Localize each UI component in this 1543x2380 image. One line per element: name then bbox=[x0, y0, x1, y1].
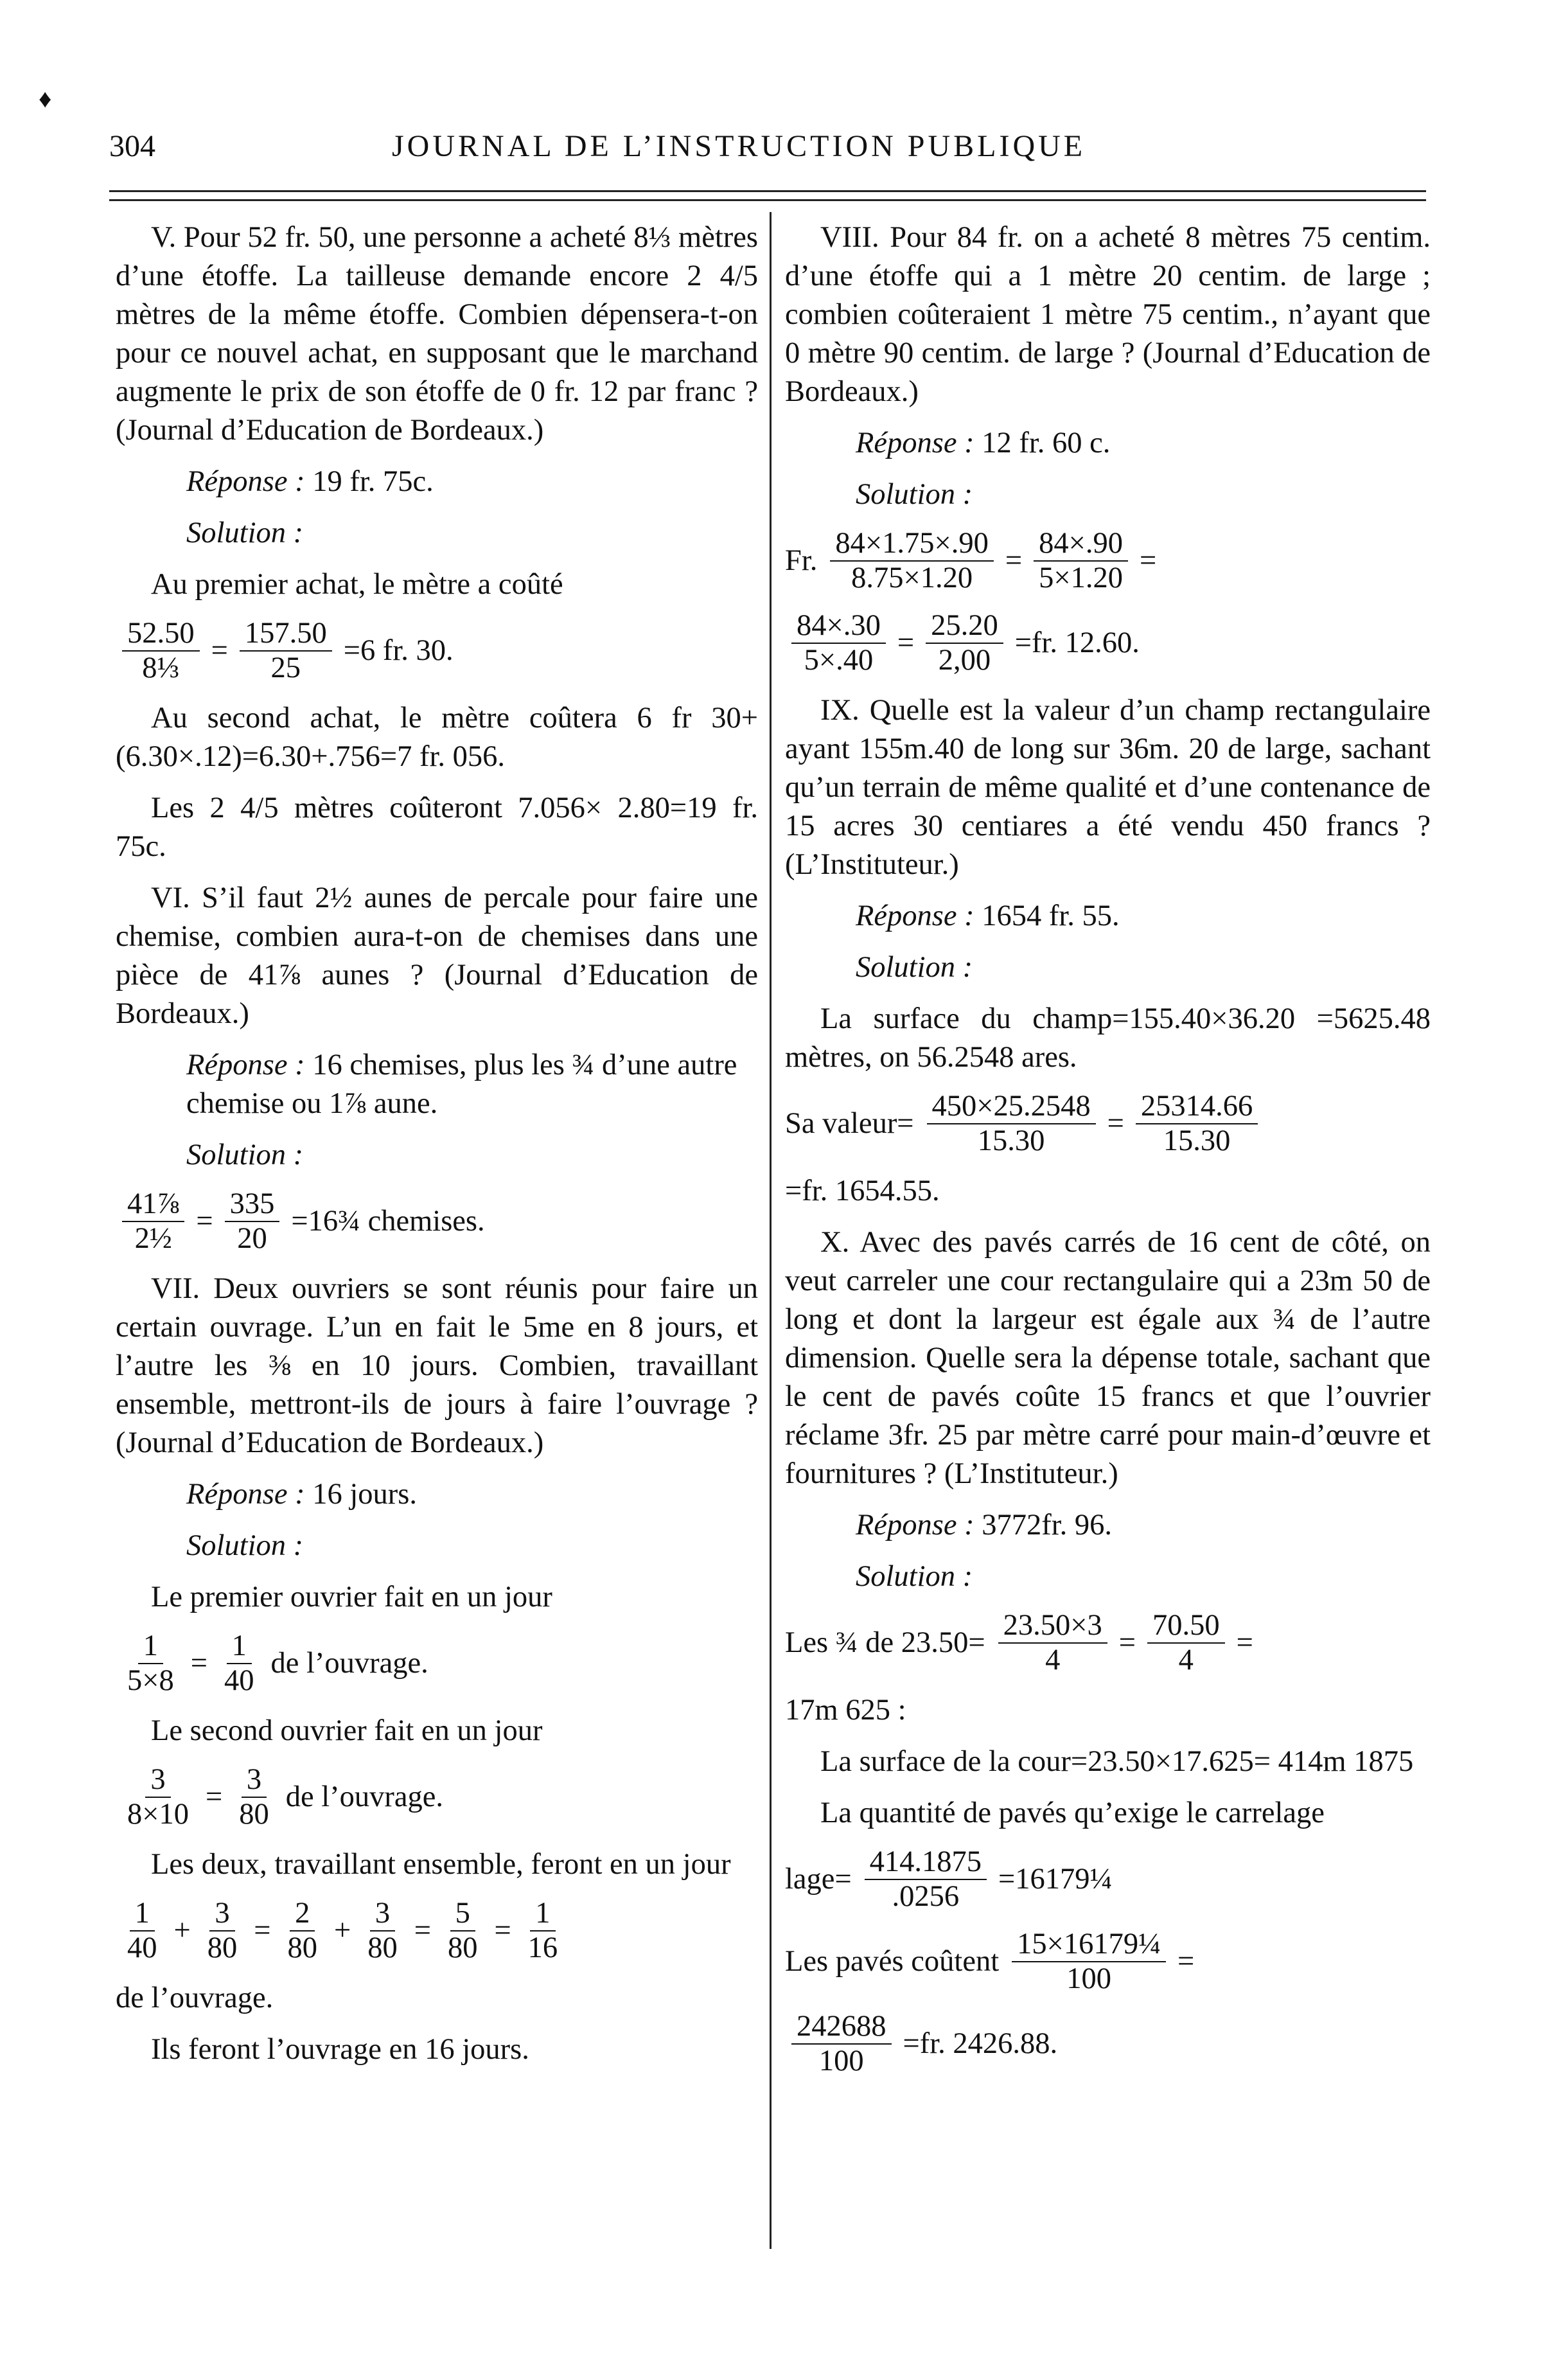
result: =fr. 2426.88. bbox=[903, 2027, 1058, 2060]
fraction bbox=[927, 1090, 1096, 1158]
fraction bbox=[443, 1897, 483, 1965]
denominator: 80 bbox=[287, 1932, 317, 1964]
result: =fr. 12.60. bbox=[1014, 626, 1140, 659]
solution-text: Au premier achat, le mètre a coûté bbox=[151, 568, 563, 601]
numerator: 84×.30 bbox=[791, 609, 886, 644]
solution-text: de l’ouvrage. bbox=[116, 1982, 274, 2014]
problem-5: V. Pour 52 fr. 50, une personne a acheté 8⅓ mètres d’une étoffe. La tailleuse demande encore 2 4/5 mètres de la même étoffe. Combien dépensera-t-on pour ce nouvel achat, en supposant que le marchand augmente le prix de son étoffe de 0 fr. 12 par franc ? (Journal d’Education de Bordeaux.) bbox=[116, 221, 758, 447]
numerator: 3 bbox=[242, 1763, 267, 1798]
equals-sign: = bbox=[1139, 544, 1157, 577]
solution-text: Ils feront l’ouvrage en 16 jours. bbox=[151, 2033, 529, 2066]
numerator: 1 bbox=[138, 1630, 163, 1664]
column-divider bbox=[770, 212, 772, 2249]
fraction bbox=[225, 1187, 280, 1256]
denominator: 80 bbox=[239, 1798, 269, 1831]
numerator: 450×25.2548 bbox=[927, 1090, 1096, 1124]
answer-label: Réponse : bbox=[186, 1049, 305, 1081]
numerator: 15×16179¼ bbox=[1012, 1928, 1166, 1962]
solution-text: La surface de la cour=23.50×17.625= 414m 1875 bbox=[820, 1745, 1414, 1778]
fraction bbox=[523, 1897, 563, 1965]
fraction bbox=[219, 1630, 260, 1698]
equation-lead: Les pavés coûtent bbox=[785, 1945, 1000, 1978]
solution-label: Solution : bbox=[186, 1529, 304, 1562]
equation bbox=[785, 609, 1431, 677]
solution-text: Les 2 4/5 mètres coûteront 7.056× 2.80=19 fr. 75c. bbox=[116, 792, 758, 863]
numerator: 1 bbox=[227, 1630, 252, 1664]
answer-10 bbox=[785, 1506, 1431, 1545]
answer-label: Réponse : bbox=[186, 1478, 305, 1511]
equals-sign: = bbox=[205, 1781, 223, 1813]
numerator: 5 bbox=[450, 1897, 475, 1932]
equals-sign: = bbox=[190, 1647, 207, 1680]
denominator: 5×.40 bbox=[804, 644, 874, 677]
numerator: 52.50 bbox=[122, 617, 200, 652]
denominator: 80 bbox=[447, 1932, 478, 1964]
page-header bbox=[109, 129, 1426, 167]
equals-sign: = bbox=[494, 1914, 511, 1947]
fraction bbox=[122, 1630, 179, 1698]
equation bbox=[785, 527, 1431, 595]
answer-label: Réponse : bbox=[186, 465, 305, 498]
result: de l’ouvrage. bbox=[270, 1647, 428, 1680]
fraction bbox=[122, 617, 200, 685]
fraction bbox=[926, 609, 1003, 677]
equals-sign: = bbox=[1177, 1945, 1195, 1978]
equation bbox=[116, 1897, 758, 1965]
right-column bbox=[785, 218, 1431, 2092]
plus-sign: + bbox=[333, 1914, 351, 1947]
fraction bbox=[1136, 1090, 1258, 1158]
equals-sign: = bbox=[1005, 544, 1023, 577]
solution-text: Le second ouvrier fait en un jour bbox=[151, 1714, 543, 1747]
plus-sign: + bbox=[173, 1914, 191, 1947]
denominator: 40 bbox=[224, 1664, 254, 1697]
fraction bbox=[998, 1609, 1107, 1677]
fraction bbox=[122, 1187, 184, 1256]
denominator: 4 bbox=[1178, 1644, 1194, 1676]
solution-label: Solution : bbox=[186, 1139, 304, 1171]
fraction bbox=[240, 617, 332, 685]
result: de l’ouvrage. bbox=[285, 1781, 444, 1813]
page-number: 304 bbox=[109, 129, 155, 163]
denominator: 15.30 bbox=[977, 1124, 1045, 1157]
equation-lead: lage= bbox=[785, 1863, 852, 1896]
fraction bbox=[234, 1763, 274, 1831]
numerator: 3 bbox=[370, 1897, 395, 1932]
left-column bbox=[116, 218, 758, 2082]
equation-lead: Les ¾ de 23.50= bbox=[785, 1626, 985, 1659]
denominator: 2½ bbox=[134, 1222, 172, 1255]
answer-5 bbox=[116, 463, 758, 501]
equation bbox=[116, 617, 758, 685]
equals-sign: = bbox=[211, 634, 228, 667]
solution-text: 17m 625 : bbox=[785, 1694, 906, 1727]
problem-9: IX. Quelle est la valeur d’un champ rectangulaire ayant 155m.40 de long sur 36m. 20 de large, sachant qu’un terrain de même qualité et d’une contenance de 15 acres 30 centiares a été vendu 450 francs ? (L’Instituteur.) bbox=[785, 694, 1431, 881]
denominator: .0256 bbox=[892, 1880, 960, 1913]
solution-label: Solution : bbox=[186, 517, 304, 549]
denominator: 16 bbox=[527, 1932, 558, 1964]
equals-sign: = bbox=[1118, 1626, 1136, 1659]
equation bbox=[785, 1845, 1431, 1914]
numerator: 414.1875 bbox=[865, 1845, 987, 1880]
numerator: 1 bbox=[530, 1897, 555, 1932]
fraction bbox=[282, 1897, 322, 1965]
answer-value: 12 fr. 60 c. bbox=[982, 427, 1111, 459]
denominator: 15.30 bbox=[1163, 1124, 1231, 1157]
header-rule bbox=[109, 199, 1426, 201]
answer-8 bbox=[785, 424, 1431, 463]
problem-6: VI. S’il faut 2½ aunes de percale pour faire une chemise, combien aura-t-on de chemises dans une pièce de 41⅞ aunes ? (Journal d’Education de Bordeaux.) bbox=[116, 882, 758, 1030]
fraction bbox=[865, 1845, 987, 1914]
denominator: 100 bbox=[1066, 1962, 1111, 1995]
fraction bbox=[830, 527, 993, 595]
numerator: 335 bbox=[225, 1187, 280, 1222]
fraction bbox=[202, 1897, 243, 1965]
margin-mark: ♦ bbox=[39, 84, 52, 113]
denominator: 8.75×1.20 bbox=[851, 562, 973, 594]
fraction bbox=[1147, 1609, 1225, 1677]
fraction bbox=[122, 1897, 163, 1965]
denominator: 8⅓ bbox=[142, 652, 180, 684]
denominator: 80 bbox=[367, 1932, 398, 1964]
equation-lead: Fr. bbox=[785, 544, 818, 577]
denominator: 4 bbox=[1045, 1644, 1061, 1676]
numerator: 25314.66 bbox=[1136, 1090, 1258, 1124]
solution-label: Solution : bbox=[856, 951, 973, 984]
numerator: 41⅞ bbox=[122, 1187, 184, 1222]
solution-text: Au second achat, le mètre coûtera 6 fr 30+(6.30×.12)=6.30+.756=7 fr. 056. bbox=[116, 702, 758, 773]
denominator: 2,00 bbox=[938, 644, 991, 677]
numerator: 84×1.75×.90 bbox=[830, 527, 993, 562]
numerator: 242688 bbox=[791, 2010, 892, 2045]
fraction bbox=[122, 1763, 194, 1831]
equation bbox=[116, 1630, 758, 1698]
problem-7: VII. Deux ouvriers se sont réunis pour faire un certain ouvrage. L’un en fait le 5me en 8 jours, et l’autre les ⅜ en 10 jours. Combien, travaillant ensemble, mettront-ils de jours à faire l’ouvrage ? (Journal d’Education de Bordeaux.) bbox=[116, 1272, 758, 1459]
denominator: 80 bbox=[207, 1932, 238, 1964]
answer-value: 16 jours. bbox=[312, 1478, 418, 1511]
solution-label: Solution : bbox=[856, 478, 973, 511]
problem-10: X. Avec des pavés carrés de 16 cent de côté, on veut carreler une cour rectangulaire qui a 23m 50 de long et dont la largeur est égale aux ¾ de l’autre dimension. Quelle sera la dépense totale, sachant que le cent de pavés coûte 15 francs et que l’ouvrier réclame 3fr. 25 par mètre carré pour main-d’œuvre et fournitures ? (L’Instituteur.) bbox=[785, 1226, 1431, 1490]
numerator: 2 bbox=[290, 1897, 315, 1932]
equals-sign: = bbox=[196, 1205, 213, 1238]
fraction bbox=[791, 609, 886, 677]
equation bbox=[785, 1090, 1431, 1158]
numerator: 3 bbox=[209, 1897, 234, 1932]
equals-sign: = bbox=[897, 626, 915, 659]
answer-label: Réponse : bbox=[856, 1509, 974, 1541]
numerator: 3 bbox=[145, 1763, 170, 1798]
denominator: 20 bbox=[237, 1222, 267, 1255]
answer-label: Réponse : bbox=[856, 427, 974, 459]
solution-text: La surface du champ=155.40×36.20 =5625.48 mètres, on 56.2548 ares. bbox=[785, 1002, 1431, 1074]
fraction bbox=[1034, 527, 1128, 595]
header-rule bbox=[109, 190, 1426, 192]
numerator: 70.50 bbox=[1147, 1609, 1225, 1644]
denominator: 5×8 bbox=[127, 1664, 174, 1697]
problem-8: VIII. Pour 84 fr. on a acheté 8 mètres 75 centim. d’une étoffe qui a 1 mètre 20 centim. de large ; combien coûteraient 1 mètre 75 centim., n’ayant que 0 mètre 90 centim. de large ? (Journal d’Education de Bordeaux.) bbox=[785, 221, 1431, 408]
denominator: 100 bbox=[818, 2045, 864, 2077]
solution-text: Le premier ouvrier fait en un jour bbox=[151, 1581, 552, 1613]
numerator: 25.20 bbox=[926, 609, 1003, 644]
answer-label: Réponse : bbox=[856, 900, 974, 932]
answer-7 bbox=[116, 1475, 758, 1514]
result: =6 fr. 30. bbox=[343, 634, 454, 667]
answer-value: 19 fr. 75c. bbox=[312, 465, 434, 498]
denominator: 8×10 bbox=[127, 1798, 189, 1831]
equation bbox=[785, 1928, 1431, 1996]
numerator: 1 bbox=[130, 1897, 155, 1932]
equation bbox=[785, 2010, 1431, 2078]
result: =16179¼ bbox=[998, 1863, 1113, 1896]
equals-sign: = bbox=[414, 1914, 431, 1947]
answer-value: 16 chemises, plus les ¾ d’une autre chemise ou 1⅞ aune. bbox=[186, 1049, 737, 1120]
solution-text: Les deux, travaillant ensemble, feront en un jour bbox=[151, 1848, 731, 1881]
solution-label: Solution : bbox=[856, 1560, 973, 1593]
answer-6 bbox=[116, 1046, 758, 1123]
denominator: 25 bbox=[270, 652, 301, 684]
fraction bbox=[362, 1897, 403, 1965]
equation bbox=[785, 1609, 1431, 1677]
equation-lead: Sa valeur= bbox=[785, 1107, 914, 1140]
equation bbox=[116, 1763, 758, 1831]
fraction bbox=[791, 2010, 892, 2078]
solution-text: =fr. 1654.55. bbox=[785, 1175, 940, 1207]
answer-value: 3772fr. 96. bbox=[982, 1509, 1113, 1541]
equals-sign: = bbox=[254, 1914, 271, 1947]
numerator: 157.50 bbox=[240, 617, 332, 652]
equation bbox=[116, 1187, 758, 1256]
equals-sign: = bbox=[1107, 1107, 1124, 1140]
fraction bbox=[1012, 1928, 1166, 1996]
running-title: JOURNAL DE L’INSTRUCTION PUBLIQUE bbox=[392, 129, 1086, 163]
equals-sign: = bbox=[1236, 1626, 1253, 1659]
numerator: 84×.90 bbox=[1034, 527, 1128, 562]
answer-9 bbox=[785, 897, 1431, 936]
answer-value: 1654 fr. 55. bbox=[982, 900, 1120, 932]
result: =16¾ chemises. bbox=[291, 1205, 485, 1238]
solution-text: La quantité de pavés qu’exige le carrelage bbox=[820, 1797, 1325, 1829]
numerator: 23.50×3 bbox=[998, 1609, 1107, 1644]
denominator: 5×1.20 bbox=[1039, 562, 1123, 594]
denominator: 40 bbox=[127, 1932, 157, 1964]
